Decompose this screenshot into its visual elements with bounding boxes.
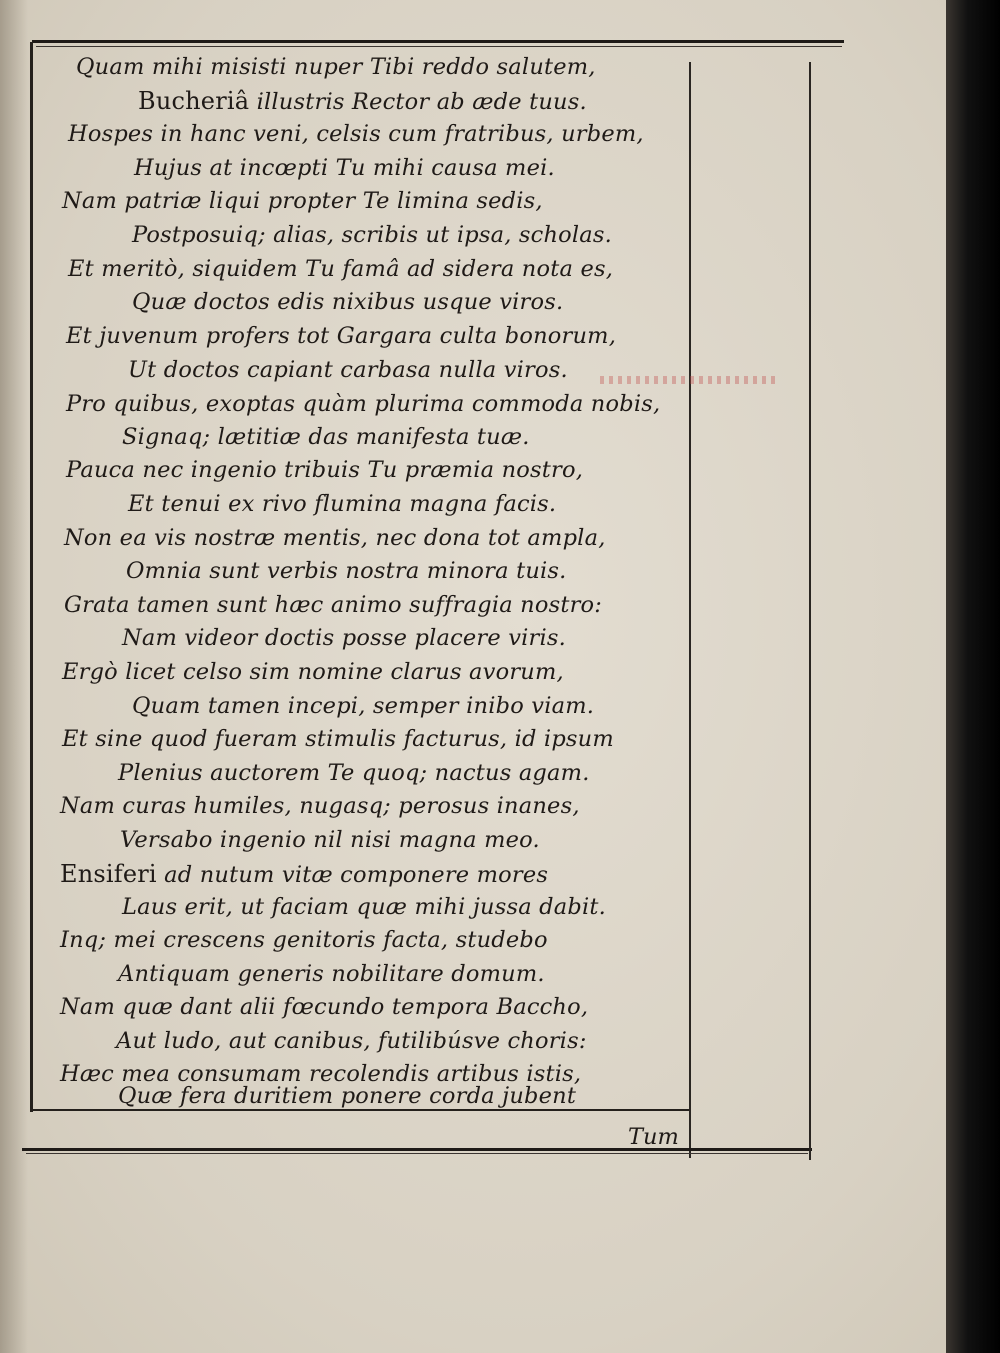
poem-line: Pauca nec ingenio tribuis Tu præmia nostro,	[66, 457, 584, 483]
poem-line: Nam curas humiles, nugasq; perosus inanes,	[60, 793, 580, 819]
poem-line: Et juvenum profers tot Gargara culta bonorum,	[66, 323, 617, 349]
poem-line: Et tenui ex rivo flumina magna facis.	[128, 491, 557, 517]
page-edge-shadow	[946, 0, 1000, 1353]
poem-line: Grata tamen sunt hæc animo suffragia nostro:	[64, 592, 603, 618]
poem-line: Quæ doctos edis nixibus usque viros.	[132, 289, 564, 315]
poem-line: Plenius auctorem Te quoq; nactus agam.	[118, 760, 590, 786]
catchword: Tum	[628, 1124, 679, 1150]
poem-line: Nam quæ dant alii fœcundo tempora Baccho,	[60, 994, 589, 1020]
poem-line: Omnia sunt verbis nostra minora tuis.	[126, 558, 567, 584]
poem-line: Nam patriæ liqui propter Te limina sedis,	[62, 188, 543, 214]
poem-line: Laus erit, ut faciam quæ mihi jussa dabit.	[122, 894, 606, 920]
poem-line: Nam videor doctis posse placere viris.	[122, 625, 566, 651]
poem-line: Quam mihi misisti nuper Tibi reddo salutem,	[76, 54, 596, 80]
poem-line: Signaq; lætitiæ das manifesta tuæ.	[122, 424, 530, 450]
poem-line: Versabo ingenio nil nisi magna meo.	[120, 827, 540, 853]
top-rule	[32, 40, 844, 43]
left-rule	[30, 42, 33, 1112]
outer-right-rule	[809, 62, 811, 1160]
poem-line: Ensiferi ad nutum vitæ componere mores	[60, 860, 549, 888]
poem-line: Bucheriâ illustris Rector ab æde tuus.	[138, 87, 587, 115]
poem-line: Et meritò, siquidem Tu famâ ad sidera nota es,	[68, 256, 614, 282]
poem-line: Et sine quod fueram stimulis facturus, id ipsum	[62, 726, 614, 752]
poem-line: Pro quibus, exoptas quàm plurima commoda nobis,	[66, 391, 661, 417]
poem-line: Antiquam generis nobilitare domum.	[118, 961, 545, 987]
poem-line: Non ea vis nostræ mentis, nec dona tot ampla,	[64, 525, 606, 551]
poem-line: Inq; mei crescens genitoris facta, studebo	[60, 927, 548, 953]
poem-line: Aut ludo, aut canibus, futilibúsve choris:	[116, 1028, 587, 1054]
poem-line: Hospes in hanc veni, celsis cum fratribus, urbem,	[68, 121, 644, 147]
inner-right-rule	[689, 62, 691, 1158]
poem-line: Quam tamen incepi, semper inibo viam.	[132, 693, 595, 719]
poem-line: Quæ fera duritiem ponere corda jubent	[118, 1083, 577, 1109]
ink-bleed	[600, 376, 780, 384]
bottom-rule	[22, 1148, 812, 1151]
top-rule-thin	[36, 46, 842, 47]
poem-line: Hujus at incœpti Tu mihi causa mei.	[134, 155, 555, 181]
text-bottom-rule	[30, 1109, 690, 1111]
poem-line: Ergò licet celso sim nomine clarus avorum,	[62, 659, 564, 685]
poem-line: Ut doctos capiant carbasa nulla viros.	[128, 357, 568, 383]
poem-line: Postposuiq; alias, scribis ut ipsa, scholas.	[132, 222, 612, 248]
poem-line: Hæc mea consumam recolendis artibus istis,	[60, 1061, 582, 1087]
bottom-rule-thin	[26, 1153, 808, 1154]
